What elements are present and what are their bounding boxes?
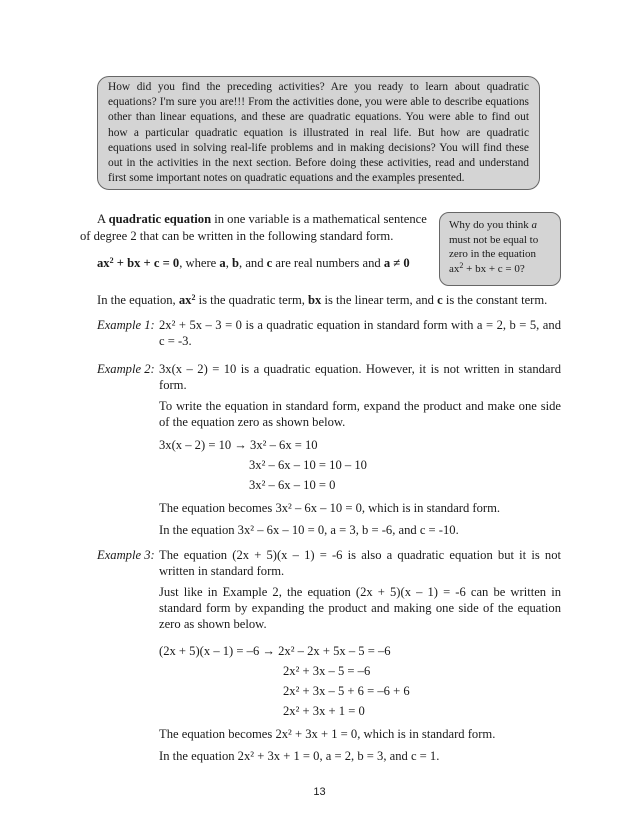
example-2-result: The equation becomes 3x² – 6x – 10 = 0, which is in standard form.: [159, 501, 501, 515]
example-1-text: 2x² + 5x – 3 = 0 is a quadratic equation in standard form with a = 2, b = 5, and c = -3.: [159, 318, 561, 348]
definition-line-1: A quadratic equation in one variable is a mathematical sentence: [97, 212, 427, 226]
question-side-box: [439, 212, 561, 286]
side-question: Why do you think a must not be equal to zero in the equation $ax^2$ + bx + c = 0?: [449, 219, 539, 275]
example-3-intro: The equation (2x + 5)(x – 1) = -6 is also a quadratic equation but it is not written in standard form.: [159, 548, 561, 578]
intro-note-box: [97, 76, 540, 190]
example-2-step: 3x(x – 2) = 10 → 3x² – 6x = 10: [159, 438, 318, 452]
intro-note-text: How did you find the preceding activities? Are you ready to learn about quadratic equations? I'm sure you are!!! From the activities done, you were able to describe equations other than linear equations, and these are quadratic equations. You were able to find out how a particular quadratic equation is illustrated in real life. But how are quadratic equations used in solving real-life problems and in making decisions? You will find these out in the activities in the next section. Before doing these activities, read and understand first some important notes on quadratic equations and the examples presented.: [108, 81, 529, 185]
example-3-label: Example 3:: [97, 548, 155, 562]
nonzero-condition: a ≠ 0: [383, 256, 410, 270]
example-3-step: 2x² + 3x + 1 = 0: [283, 704, 365, 718]
example-3-step: (2x + 5)(x – 1) = –6 → 2x² – 2x + 5x – 5 = –6: [159, 644, 391, 658]
terms-line: In the equation, $ax^2$ is the quadratic term, bx is the linear term, and c is the constant term.: [97, 293, 548, 307]
example-2-step: 3x² – 6x – 10 = 0: [249, 478, 336, 492]
example-3-step: 2x² + 3x – 5 + 6 = –6 + 6: [283, 684, 410, 698]
standard-form-line: $ax^2$ + bx + c = 0, where a, b, and c are real numbers and a ≠ 0: [97, 256, 410, 270]
example-3-coefficients: In the equation 2x² + 3x + 1 = 0, a = 2, b = 3, and c = 1.: [159, 749, 440, 763]
example-1-label: Example 1:: [97, 318, 155, 332]
example-2-coefficients: In the equation 3x² – 6x – 10 = 0, a = 3, b = -6, and c = -10.: [159, 523, 459, 537]
example-2-intro: 3x(x – 2) = 10 is a quadratic equation. However, it is not written in standard form.: [159, 362, 561, 392]
definition-line-2: of degree 2 that can be written in the following standard form.: [80, 229, 394, 243]
page-number: 13: [313, 786, 326, 798]
example-2-label: Example 2:: [97, 362, 155, 376]
definition-term: quadratic equation: [108, 212, 212, 226]
example-3-instruction: Just like in Example 2, the equation (2x + 5)(x – 1) = -6 can be written in standard form by expanding the product and making one side of the equation zero as shown below.: [159, 585, 561, 631]
example-3-step: 2x² + 3x – 5 = –6: [283, 664, 371, 678]
example-2-step: 3x² – 6x – 10 = 10 – 10: [249, 458, 367, 472]
example-3-result: The equation becomes 2x² + 3x + 1 = 0, which is in standard form.: [159, 727, 496, 741]
example-2-instruction: To write the equation in standard form, expand the product and make one side of the equation zero as shown below.: [159, 399, 561, 429]
